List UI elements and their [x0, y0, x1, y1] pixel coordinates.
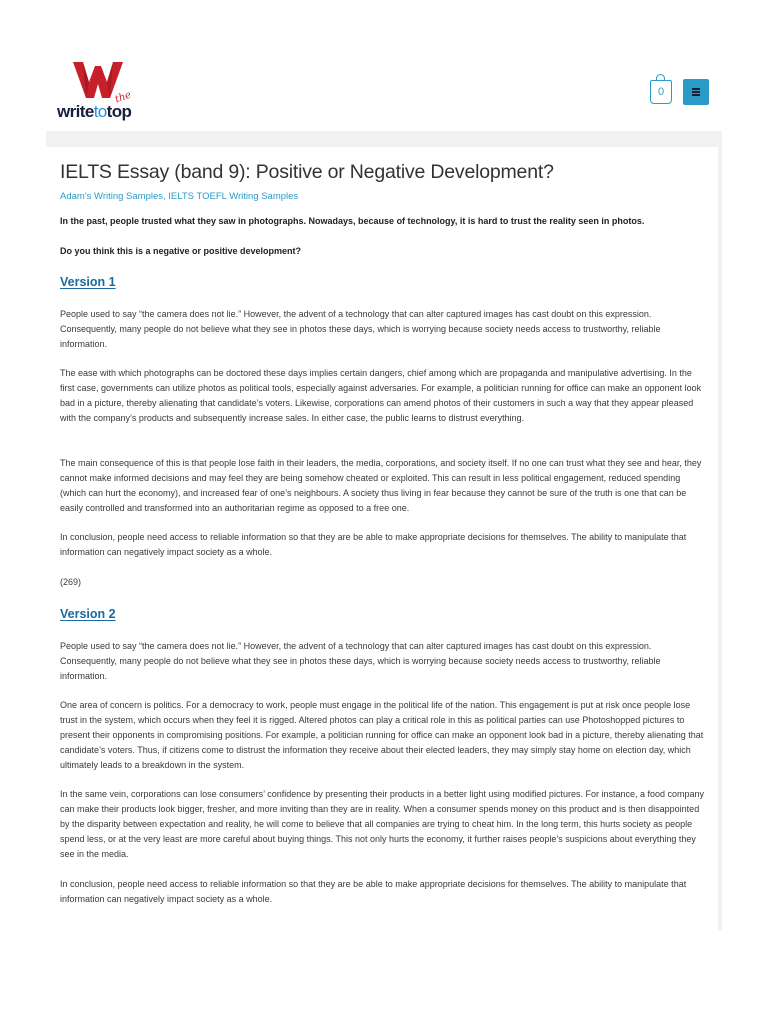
- version-2-paragraph-4: In conclusion, people need access to reliable information so that they are be able to make appropriate decisions for themselves. The ability to manipulate that information can negatively impact society as a whole.: [60, 879, 687, 904]
- category-link-adams-writing-samples[interactable]: Adam's Writing Samples: [60, 191, 164, 202]
- version-1-paragraph-1: People used to say “the camera does not lie.” However, the advent of a technology that can alter captured images has cast doubt on this expression. Consequently, many people do not believe what they see in photos these days, which is worrying because society needs access to trustworthy, reliable information.: [60, 309, 661, 349]
- logo-the-text: the: [113, 89, 133, 106]
- version-1-word-count: (269): [60, 577, 82, 587]
- hamburger-icon: [692, 88, 700, 96]
- category-separator: ,: [163, 191, 169, 202]
- logo-word-top: top: [106, 102, 132, 121]
- essay-prompt: In the past, people trusted what they saw in photographs. Nowadays, because of technology, it is hard to trust the reality seen in photos.: [60, 216, 645, 226]
- version-1-paragraph-2: The ease with which photographs can be doctored these days implies certain dangers, chief among which are propaganda and manipulative advertising. In the first case, governments can utilize photos as political tools, especially against adversaries. For example, a politician running for office can make an opponent look bad in a picture, thereby alienating that candidate’s voters. Likewise, corporations can amend photos of their customers in such a way that they appear pleased with the company’s products and subsequently increase sales. In either case, the public learns to distrust everything.: [60, 368, 702, 423]
- version-2-heading: Version 2: [60, 607, 116, 621]
- menu-toggle-button[interactable]: [683, 79, 709, 105]
- page-title: IELTS Essay (band 9): Positive or Negative Development?: [60, 161, 554, 183]
- version-2-paragraph-2: One area of concern is politics. For a democracy to work, people must engage in the political life of the nation. This engagement is put at risk once people lose trust in the system, which occurs when they feel it is rigged. Altered photos can play a critical role in this as political parties can use Photoshopped pictures to present their opponents in compromising positions. For example, a politician running for office can make an opponent look bad in a picture, thereby alienating that candidate’s voters. Thus, if citizens come to distrust the information they receive about their elected leaders, they may simply stay home on election day, which ultimately leads to a breakdown in the system.: [60, 700, 704, 770]
- site-logo[interactable]: [57, 58, 147, 124]
- post-categories: [60, 191, 298, 202]
- essay-question: Do you think this is a negative or positive development?: [60, 246, 302, 256]
- version-2-paragraph-1: People used to say “the camera does not lie.” However, the advent of a technology that can alter captured images has cast doubt on this expression. Consequently, many people do not believe what they see in photos these days, which is worrying because society needs access to trustworthy, reliable information.: [60, 641, 661, 681]
- article: [46, 147, 718, 931]
- version-1-heading: Version 1: [60, 275, 116, 289]
- logo-word-to: to: [93, 102, 107, 121]
- logo-word-write: write: [57, 102, 94, 121]
- version-1-paragraph-3: The main consequence of this is that people lose faith in their leaders, the media, corporations, and society itself. If no one can trust what they see and hear, they cannot make informed decisions and may feel they are being somehow cheated or exploited. This can result in less political engagement, reduced spending (which can hurt the economy), and increased fear of one’s neighbours. A society thus living in fear because they cannot be sure of the truth is one that can be easily controlled and transformed into an authoritarian regime as opposed to a free one.: [60, 458, 702, 513]
- logo-wordmark: [57, 102, 131, 122]
- version-2-paragraph-3: In the same vein, corporations can lose consumers’ confidence by presenting their products in a better light using modified pictures. For instance, a food company can make their products look bigger, fresher, and more inviting than they are in reality. When a consumer spends money on this product and is then disappointed by the disparity between expectation and reality, he will come to believe that all companies are trying to cheat him. In the long term, this hurts society as people spend less, or at the very least are more careful about buying things. This not only hurts the economy, it further raises people’s suspicions about everything they see in the media.: [60, 789, 705, 859]
- category-link-ielts-toefl-writing-samples[interactable]: IELTS TOEFL Writing Samples: [168, 191, 299, 202]
- site-header: [0, 0, 768, 131]
- cart-count: 0: [657, 86, 665, 98]
- cart-button[interactable]: [650, 80, 672, 104]
- version-1-paragraph-4: In conclusion, people need access to reliable information so that they are be able to make appropriate decisions for themselves. The ability to manipulate that information can negatively impact society as a whole.: [60, 532, 687, 557]
